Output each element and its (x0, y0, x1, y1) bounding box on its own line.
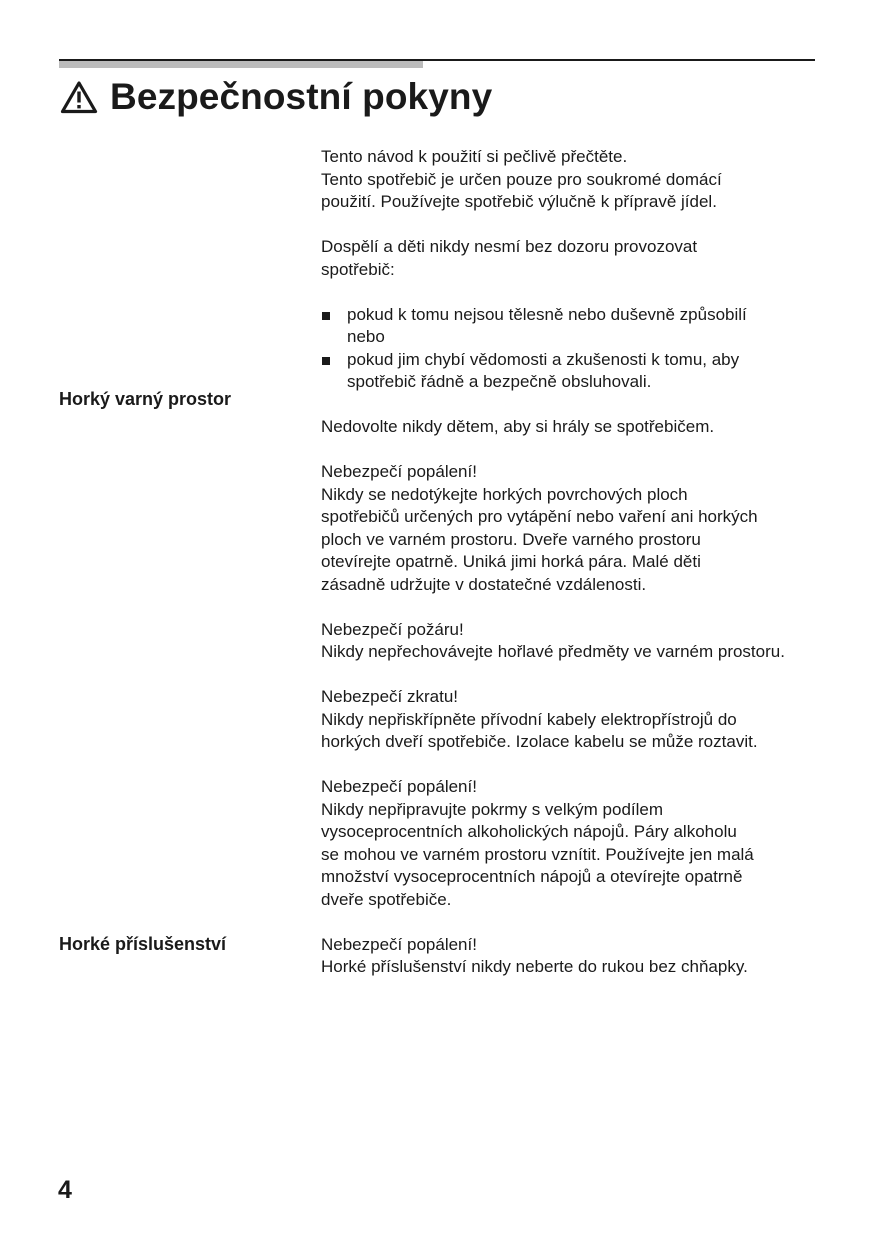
text-line: Tento spotřebič je určen pouze pro soukromé domácí (321, 169, 722, 189)
warning-heading: Nebezpečí popálení! (321, 777, 477, 796)
text-line: Nikdy nepřiskřípněte přívodní kabely elektropřístrojů do (321, 709, 737, 729)
text-line: spotřebičů určených pro vytápění nebo vaření ani horkých (321, 507, 758, 526)
header-accent-bar (59, 61, 423, 68)
text-line: použití. Používejte spotřebič výlučně k přípravě jídel. (321, 192, 717, 211)
warning-triangle-icon (60, 80, 98, 114)
burn-warning-3 (321, 934, 821, 979)
burn-warning-2 (321, 776, 821, 911)
square-bullet-icon (322, 312, 330, 320)
condition-list (321, 304, 821, 394)
text-line: pokud k tomu nejsou tělesně nebo duševně způsobilí (347, 304, 747, 324)
warning-heading: Nebezpečí popálení! (321, 934, 477, 954)
instructions-body (321, 146, 821, 1001)
intro-paragraph (321, 146, 821, 214)
text-line: Dospělí a děti nikdy nesmí bez dozoru provozovat (321, 237, 698, 256)
text-line: dveře spotřebiče. (321, 889, 452, 909)
text-line: spotřebič: (321, 259, 395, 279)
text-line: množství vysoceprocentních nápojů a otevírejte opatrně (321, 867, 743, 886)
list-item (321, 304, 821, 349)
section-label-hot-cooking-space: Horký varný prostor (59, 389, 232, 409)
text-line: ploch ve varném prostoru. Dveře varného prostoru (321, 529, 701, 549)
warning-heading: Nebezpečí požáru! (321, 619, 464, 639)
text-line: vysoceprocentních alkoholických nápojů. Páry alkoholu (321, 822, 737, 841)
page-title-text: Bezpečnostní pokyny (110, 76, 493, 117)
text-line: pokud jim chybí vědomosti a zkušenosti k tomu, aby (347, 349, 740, 369)
supervision-paragraph (321, 236, 821, 281)
section-label-hot-accessories: Horké příslušenství (59, 934, 227, 954)
children-paragraph (321, 416, 821, 439)
warning-heading: Nebezpečí zkratu! (321, 687, 459, 706)
square-bullet-icon (322, 357, 330, 365)
text-line: zásadně udržujte v dostatečné vzdálenosti. (321, 574, 647, 594)
warning-heading: Nebezpečí popálení! (321, 462, 477, 481)
text-line: se mohou ve varném prostoru vznítit. Používejte jen malá (321, 844, 754, 864)
text-line: Tento návod k použití si pečlivě přečtěte. (321, 147, 628, 166)
text-line: spotřebič řádně a bezpečně obsluhovali. (347, 372, 652, 391)
text-line: Nikdy se nedotýkejte horkých povrchových ploch (321, 484, 688, 504)
list-item (321, 349, 821, 394)
page-number: 4 (58, 1176, 72, 1204)
text-line: nebo (347, 327, 385, 346)
short-circuit-warning (321, 686, 821, 754)
text-line: Nikdy nepřipravujte pokrmy s velkým podílem (321, 799, 664, 819)
text-line: Horké příslušenství nikdy neberte do rukou bez chňapky. (321, 957, 748, 976)
text-line: otevírejte opatrně. Uniká jimi horká pára. Malé děti (321, 552, 701, 571)
fire-warning (321, 619, 821, 664)
text-line: Nikdy nepřechovávejte hořlavé předměty ve varném prostoru. (321, 642, 785, 661)
page-title (60, 74, 492, 120)
text-line: Nedovolte nikdy dětem, aby si hrály se spotřebičem. (321, 417, 715, 436)
burn-warning-1 (321, 461, 821, 596)
text-line: horkých dveří spotřebiče. Izolace kabelu se může roztavit. (321, 732, 758, 751)
